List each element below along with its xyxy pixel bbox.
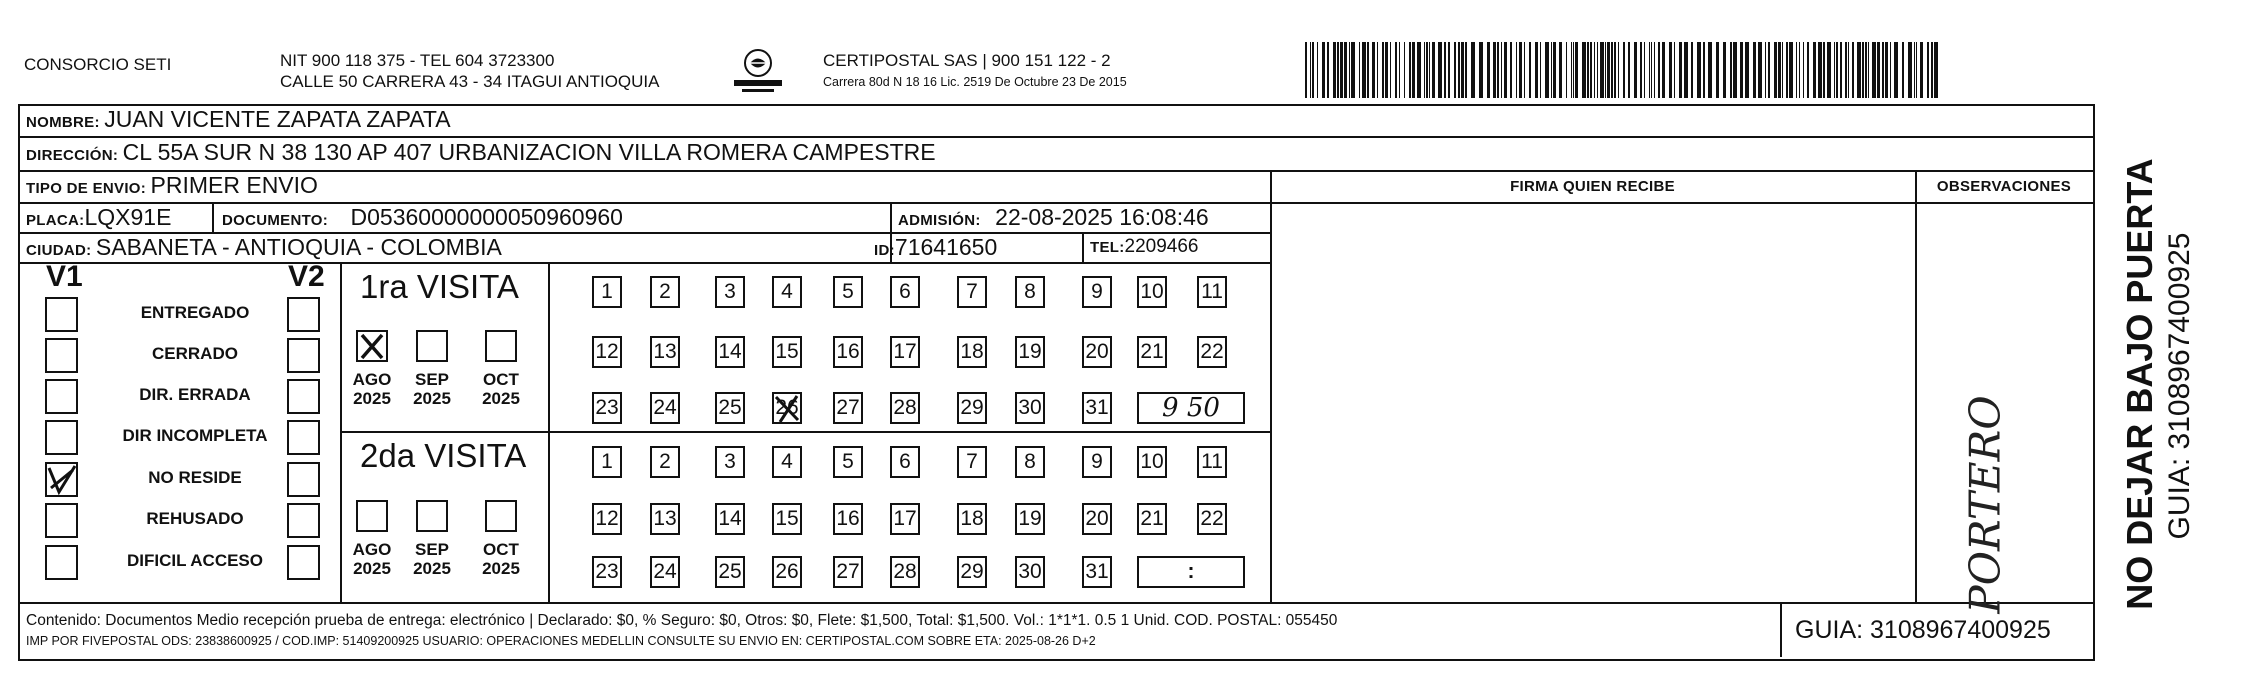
- certipostal-logo: [728, 46, 788, 96]
- barcode-bar: [1479, 42, 1483, 98]
- second-visit-day-box[interactable]: 15: [772, 503, 802, 535]
- v2-header: V2: [288, 260, 325, 293]
- status-label: ENTREGADO: [140, 303, 250, 322]
- barcode-bar: [1412, 42, 1415, 98]
- id-label: ID:: [874, 242, 895, 259]
- barcode-bar: [1501, 42, 1502, 98]
- barcode-bar: [1789, 42, 1793, 98]
- barcode-bar: [1927, 42, 1929, 98]
- first-visit-day-box[interactable]: 20: [1082, 336, 1112, 368]
- barcode-bar: [1716, 42, 1719, 98]
- barcode-bar: [1317, 42, 1318, 98]
- second-visit-day-box[interactable]: 13: [650, 503, 680, 535]
- barcode-bar: [1535, 42, 1538, 98]
- barcode-bar: [1865, 42, 1867, 98]
- barcode-bar: [1444, 42, 1446, 98]
- barcode-bar: [1559, 42, 1562, 98]
- barcode-bar: [1327, 42, 1329, 98]
- tel-value: 2209466: [1124, 236, 1199, 257]
- barcode-bar: [1691, 42, 1693, 98]
- barcode-bar: [1590, 42, 1592, 98]
- barcode-bar: [1807, 42, 1809, 98]
- barcode-bar: [1333, 42, 1336, 98]
- barcode-bar: [1753, 42, 1756, 98]
- footer-line-1: Contenido: Documentos Medio recepción prueba de entrega: electrónico | Declarado: $0, % Seguro: $0, Otros: $0, Flete: $1,500, Total: $1,500. Vol.: 1*1*1. 0.5 1 Unid. COD. POSTAL: 055450: [26, 612, 1338, 629]
- company-name: CONSORCIO SETI: [24, 55, 172, 74]
- v1-checkbox[interactable]: [45, 297, 78, 332]
- documento-value: D05360000000050960960: [350, 204, 623, 230]
- ciudad-value: SABANETA - ANTIOQUIA - COLOMBIA: [95, 234, 502, 260]
- barcode-bar: [1429, 42, 1430, 98]
- barcode-bar: [1573, 42, 1574, 98]
- direccion-row: [26, 139, 936, 166]
- barcode-bar: [1545, 42, 1549, 98]
- status-label: CERRADO: [152, 344, 238, 363]
- barcode-bar: [1782, 42, 1783, 98]
- second-visit-day-box[interactable]: 1: [592, 446, 622, 478]
- barcode-bar: [1862, 42, 1864, 98]
- month-year: 2025: [482, 559, 520, 578]
- month-name: SEP: [414, 540, 450, 559]
- barcode-bar: [1916, 42, 1917, 98]
- barcode-bar: [1733, 42, 1737, 98]
- barcode-bar: [1834, 42, 1835, 98]
- barcode-bar: [1799, 42, 1800, 98]
- ciudad-label: CIUDAD:: [26, 242, 92, 259]
- barcode-bar: [1529, 42, 1531, 98]
- barcode-bar: [1768, 42, 1770, 98]
- side-guia-text: GUIA: 3108967400925: [2163, 232, 2196, 540]
- first-visit-day-box[interactable]: 17: [890, 336, 920, 368]
- second-visit-day-box[interactable]: 24: [650, 556, 680, 588]
- barcode-bar: [1931, 42, 1933, 98]
- barcode-bar: [1409, 42, 1411, 98]
- barcode-bar: [1823, 42, 1825, 98]
- barcode-bar: [1312, 42, 1314, 98]
- nombre-row: [26, 106, 451, 133]
- barcode-bar: [1730, 42, 1732, 98]
- firma-header: FIRMA QUIEN RECIBE: [1510, 178, 1675, 195]
- first-visit-day-box[interactable]: 4: [772, 276, 802, 308]
- nombre-label: NOMBRE:: [26, 114, 100, 131]
- documento-cell: [222, 204, 623, 231]
- barcode-bar: [1571, 42, 1572, 98]
- barcode-bar: [1487, 42, 1490, 98]
- month-year: 2025: [353, 559, 391, 578]
- side-guia: [2163, 232, 2196, 540]
- barcode-bar: [1684, 42, 1688, 98]
- side-notice: [2119, 158, 2160, 610]
- v1-checkbox[interactable]: [45, 503, 78, 538]
- barcode-bar: [1611, 42, 1613, 98]
- barcode-bar: [1566, 42, 1567, 98]
- barcode-bar: [1438, 42, 1442, 98]
- second-visit-day-box[interactable]: 7: [957, 446, 987, 478]
- first-visit-day-box[interactable]: 2: [650, 276, 680, 308]
- barcode-bar: [1640, 42, 1642, 98]
- tel-cell: [1090, 236, 1199, 258]
- tipo-row: [26, 172, 318, 199]
- second-visit-day-box[interactable]: 29: [957, 556, 987, 588]
- second-visit-day-box[interactable]: 26: [772, 556, 802, 588]
- barcode-bar: [1836, 42, 1838, 98]
- barcode-bar: [1337, 42, 1339, 98]
- first-visit-day-box[interactable]: 22: [1197, 336, 1227, 368]
- barcode-bar: [1471, 42, 1475, 98]
- second-visit-day-box[interactable]: 6: [890, 446, 920, 478]
- barcode-bar: [1426, 42, 1428, 98]
- barcode-bar: [1454, 42, 1456, 98]
- certipostal-line: CERTIPOSTAL SAS | 900 151 122 - 2: [823, 51, 1111, 70]
- first-visit-month-box[interactable]: [485, 330, 517, 362]
- month-year: 2025: [353, 389, 391, 408]
- first-visit-day-box[interactable]: 12: [592, 336, 622, 368]
- barcode: [1305, 42, 1939, 98]
- v1-checkbox[interactable]: [45, 420, 78, 455]
- placa-value: LQX91E: [84, 204, 172, 230]
- admision-cell: [898, 204, 1209, 231]
- second-visit-day-box[interactable]: 17: [890, 503, 920, 535]
- barcode-bar: [1634, 42, 1637, 98]
- barcode-bar: [1575, 42, 1578, 98]
- first-visit-day-box[interactable]: 5: [833, 276, 863, 308]
- v1-header: V1: [46, 260, 83, 293]
- barcode-bar: [1362, 42, 1366, 98]
- month-year: 2025: [413, 389, 451, 408]
- v1-checkbox[interactable]: [45, 545, 78, 580]
- second-visit-day-box[interactable]: 21: [1137, 503, 1167, 535]
- month-name: OCT: [483, 540, 519, 559]
- month-label: [407, 370, 457, 408]
- admision-value: 22-08-2025 16:08:46: [995, 204, 1209, 230]
- status-label: DIR INCOMPLETA: [122, 426, 268, 445]
- barcode-bar: [1305, 42, 1307, 98]
- month-label: [347, 540, 397, 578]
- barcode-bar: [1382, 42, 1384, 98]
- footer-guia: GUIA: 3108967400925: [1795, 616, 2051, 644]
- placa-cell: [26, 204, 171, 231]
- first-visit-day-box[interactable]: 19: [1015, 336, 1045, 368]
- first-visit-day-box[interactable]: 7: [957, 276, 987, 308]
- barcode-bar: [1519, 42, 1522, 98]
- barcode-bar: [1372, 42, 1375, 98]
- first-visit-day-box[interactable]: 15: [772, 336, 802, 368]
- id-value: 71641650: [894, 234, 998, 260]
- second-visit-day-box[interactable]: 2: [650, 446, 680, 478]
- first-visit-day-box[interactable]: 3: [715, 276, 745, 308]
- barcode-bar: [1902, 42, 1904, 98]
- second-visit-day-box[interactable]: 31: [1082, 556, 1112, 588]
- barcode-bar: [1582, 42, 1586, 98]
- barcode-bar: [1914, 42, 1915, 98]
- month-label: [347, 370, 397, 408]
- placa-label: PLACA:: [26, 212, 85, 229]
- barcode-bar: [1385, 42, 1388, 98]
- barcode-bar: [1377, 42, 1378, 98]
- barcode-bar: [1417, 42, 1421, 98]
- first-visit-day-box[interactable]: 1: [592, 276, 622, 308]
- second-visit-day-box[interactable]: 30: [1015, 556, 1045, 588]
- barcode-bar: [1614, 42, 1616, 98]
- second-visit-day-box[interactable]: 18: [957, 503, 987, 535]
- tipo-label: TIPO DE ENVIO:: [26, 180, 147, 197]
- barcode-bar: [1404, 42, 1405, 98]
- month-name: AGO: [352, 540, 392, 559]
- barcode-bar: [1516, 42, 1517, 98]
- id-cell: [874, 234, 997, 261]
- barcode-bar: [1679, 42, 1682, 98]
- observaciones-header: OBSERVACIONES: [1936, 178, 2072, 195]
- barcode-bar: [1852, 42, 1854, 98]
- v1-checkbox[interactable]: [45, 462, 78, 497]
- barcode-bar: [1786, 42, 1788, 98]
- second-visit-day-box[interactable]: 27: [833, 556, 863, 588]
- barcode-bar: [1597, 42, 1598, 98]
- barcode-bar: [1448, 42, 1450, 98]
- nombre-value: JUAN VICENTE ZAPATA ZAPATA: [104, 106, 451, 132]
- barcode-bar: [1745, 42, 1749, 98]
- second-visit-day-box[interactable]: 5: [833, 446, 863, 478]
- barcode-bar: [1654, 42, 1655, 98]
- barcode-bar: [1708, 42, 1712, 98]
- barcode-bar: [1885, 42, 1888, 98]
- barcode-bar: [1765, 42, 1766, 98]
- barcode-bar: [1551, 42, 1552, 98]
- barcode-bar: [1818, 42, 1822, 98]
- month-name: SEP: [414, 370, 450, 389]
- barcode-bar: [1390, 42, 1391, 98]
- second-visit-day-box[interactable]: 3: [715, 446, 745, 478]
- first-visit-day-box[interactable]: 18: [957, 336, 987, 368]
- direccion-label: DIRECCIÓN:: [26, 147, 119, 164]
- second-visit-day-box[interactable]: 16: [833, 503, 863, 535]
- barcode-bar: [1310, 42, 1311, 98]
- month-name: AGO: [352, 370, 392, 389]
- barcode-bar: [1607, 42, 1610, 98]
- first-visit-day-box[interactable]: 27: [833, 392, 863, 424]
- barcode-bar: [1465, 42, 1467, 98]
- barcode-bar: [1778, 42, 1781, 98]
- barcode-bar: [1697, 42, 1701, 98]
- second-visit-time-box[interactable]: :: [1137, 556, 1245, 588]
- barcode-bar: [1623, 42, 1625, 98]
- barcode-bar: [1813, 42, 1816, 98]
- barcode-bar: [1740, 42, 1743, 98]
- documento-label: DOCUMENTO:: [222, 212, 329, 229]
- first-visit-day-box[interactable]: 25: [715, 392, 745, 424]
- barcode-bar: [1524, 42, 1525, 98]
- barcode-bar: [1827, 42, 1831, 98]
- barcode-bar: [1493, 42, 1496, 98]
- first-visit-day-box[interactable]: 9: [1082, 276, 1112, 308]
- second-visit-day-box[interactable]: 9: [1082, 446, 1112, 478]
- barcode-bar: [1845, 42, 1847, 98]
- address-line: CALLE 50 CARRERA 43 - 34 ITAGUI ANTIOQUIA: [280, 72, 660, 91]
- month-year: 2025: [482, 389, 520, 408]
- side-notice-text: NO DEJAR BAJO PUERTA: [2119, 158, 2160, 610]
- second-visit-title: 2da VISITA: [360, 437, 527, 474]
- first-visit-day-box[interactable]: 30: [1015, 392, 1045, 424]
- barcode-bar: [1920, 42, 1923, 98]
- barcode-bar: [1359, 42, 1360, 98]
- nit-line: NIT 900 118 375 - TEL 604 3723300: [280, 51, 555, 70]
- barcode-bar: [1774, 42, 1777, 98]
- second-visit-day-box[interactable]: 14: [715, 503, 745, 535]
- month-label: [476, 370, 526, 408]
- second-visit-month-box[interactable]: [416, 500, 448, 532]
- tel-label: TEL:: [1090, 239, 1125, 256]
- month-name: OCT: [483, 370, 519, 389]
- footer-line-2: IMP POR FIVEPOSTAL ODS: 23838600925 / COD.IMP: 51409200925 USUARIO: OPERACIONES MEDELLIN CONSULTE SU ENVIO EN: CERTIPOSTAL.COM SOBRE ETA: 2025-08-26 D+2: [26, 634, 1096, 648]
- barcode-bar: [1662, 42, 1665, 98]
- v1-checkbox[interactable]: [45, 379, 78, 414]
- ciudad-cell: [26, 234, 502, 261]
- first-visit-day-box[interactable]: 6: [890, 276, 920, 308]
- barcode-bar: [1848, 42, 1849, 98]
- month-label: [476, 540, 526, 578]
- barcode-bar: [1399, 42, 1400, 98]
- barcode-bar: [1877, 42, 1880, 98]
- barcode-bar: [1340, 42, 1343, 98]
- first-visit-day-box[interactable]: 11: [1197, 276, 1227, 308]
- barcode-bar: [1605, 42, 1606, 98]
- tipo-value: PRIMER ENVIO: [150, 172, 318, 198]
- barcode-bar: [1461, 42, 1464, 98]
- first-visit-day-box[interactable]: 16: [833, 336, 863, 368]
- barcode-bar: [1458, 42, 1460, 98]
- barcode-bar: [1432, 42, 1435, 98]
- barcode-bar: [1553, 42, 1556, 98]
- observation-handwriting: [1960, 320, 2010, 614]
- barcode-bar: [1723, 42, 1726, 98]
- second-visit-day-box[interactable]: 19: [1015, 503, 1045, 535]
- first-visit-day-box[interactable]: 21: [1137, 336, 1167, 368]
- barcode-bar: [1857, 42, 1861, 98]
- second-visit-day-box[interactable]: 22: [1197, 503, 1227, 535]
- v1-checkbox[interactable]: [45, 338, 78, 373]
- first-visit-day-box[interactable]: 13: [650, 336, 680, 368]
- barcode-bar: [1669, 42, 1672, 98]
- status-label: DIFICIL ACCESO: [126, 551, 263, 570]
- barcode-bar: [1840, 42, 1842, 98]
- barcode-bar: [1758, 42, 1762, 98]
- barcode-bar: [1868, 42, 1869, 98]
- barcode-bar: [1644, 42, 1645, 98]
- status-label: NO RESIDE: [148, 468, 242, 487]
- first-visit-day-box[interactable]: 23: [592, 392, 622, 424]
- second-visit-day-box[interactable]: 11: [1197, 446, 1227, 478]
- second-visit-month-box[interactable]: [356, 500, 388, 532]
- first-visit-day-box[interactable]: 14: [715, 336, 745, 368]
- barcode-bar: [1658, 42, 1660, 98]
- month-year: 2025: [413, 559, 451, 578]
- first-visit-time-box[interactable]: 9 50: [1137, 392, 1245, 424]
- barcode-bar: [1890, 42, 1891, 98]
- barcode-bar: [1367, 42, 1369, 98]
- first-visit-day-box[interactable]: 24: [650, 392, 680, 424]
- barcode-bar: [1349, 42, 1350, 98]
- barcode-bar: [1424, 42, 1425, 98]
- barcode-bar: [1872, 42, 1876, 98]
- barcode-bar: [1594, 42, 1595, 98]
- admision-label: ADMISIÓN:: [898, 212, 981, 229]
- second-visit-day-box[interactable]: 23: [592, 556, 622, 588]
- barcode-bar: [1703, 42, 1705, 98]
- second-visit-day-box[interactable]: 25: [715, 556, 745, 588]
- barcode-bar: [1934, 42, 1938, 98]
- barcode-bar: [1510, 42, 1512, 98]
- first-visit-day-box[interactable]: 10: [1137, 276, 1167, 308]
- first-visit-day-box[interactable]: 26: [772, 392, 802, 424]
- barcode-bar: [1351, 42, 1355, 98]
- second-visit-month-box[interactable]: [485, 500, 517, 532]
- first-visit-month-box[interactable]: [356, 330, 388, 362]
- status-label: DIR. ERRADA: [139, 385, 251, 404]
- second-visit-day-box[interactable]: 8: [1015, 446, 1045, 478]
- first-visit-day-box[interactable]: 29: [957, 392, 987, 424]
- first-visit-title: 1ra VISITA: [360, 268, 519, 305]
- second-visit-day-box[interactable]: 20: [1082, 503, 1112, 535]
- first-visit-day-box[interactable]: 28: [890, 392, 920, 424]
- barcode-bar: [1674, 42, 1675, 98]
- barcode-bar: [1587, 42, 1589, 98]
- barcode-bar: [1504, 42, 1507, 98]
- second-visit-day-box[interactable]: 10: [1137, 446, 1167, 478]
- barcode-bar: [1600, 42, 1604, 98]
- status-label: REHUSADO: [146, 509, 244, 528]
- barcode-bar: [1322, 42, 1325, 98]
- observation-text: PORTERO: [1960, 395, 2010, 614]
- barcode-bar: [1908, 42, 1912, 98]
- barcode-bar: [1882, 42, 1884, 98]
- barcode-bar: [1649, 42, 1650, 98]
- barcode-bar: [1344, 42, 1347, 98]
- second-visit-day-box[interactable]: 12: [592, 503, 622, 535]
- month-label: [407, 540, 457, 578]
- barcode-bar: [1651, 42, 1652, 98]
- second-visit-day-box[interactable]: 4: [772, 446, 802, 478]
- first-visit-day-box[interactable]: 31: [1082, 392, 1112, 424]
- barcode-bar: [1395, 42, 1397, 98]
- first-visit-month-box[interactable]: [416, 330, 448, 362]
- barcode-bar: [1894, 42, 1898, 98]
- barcode-bar: [1628, 42, 1630, 98]
- second-visit-day-box[interactable]: 28: [890, 556, 920, 588]
- barcode-bar: [1618, 42, 1619, 98]
- barcode-bar: [1540, 42, 1541, 98]
- barcode-bar: [1796, 42, 1797, 98]
- barcode-bar: [1497, 42, 1499, 98]
- first-visit-day-box[interactable]: 8: [1015, 276, 1045, 308]
- license-line: Carrera 80d N 18 16 Lic. 2519 De Octubre 23 De 2015: [823, 75, 1127, 89]
- barcode-bar: [1803, 42, 1804, 98]
- direccion-value: CL 55A SUR N 38 130 AP 407 URBANIZACION VILLA ROMERA CAMPESTRE: [122, 139, 936, 165]
